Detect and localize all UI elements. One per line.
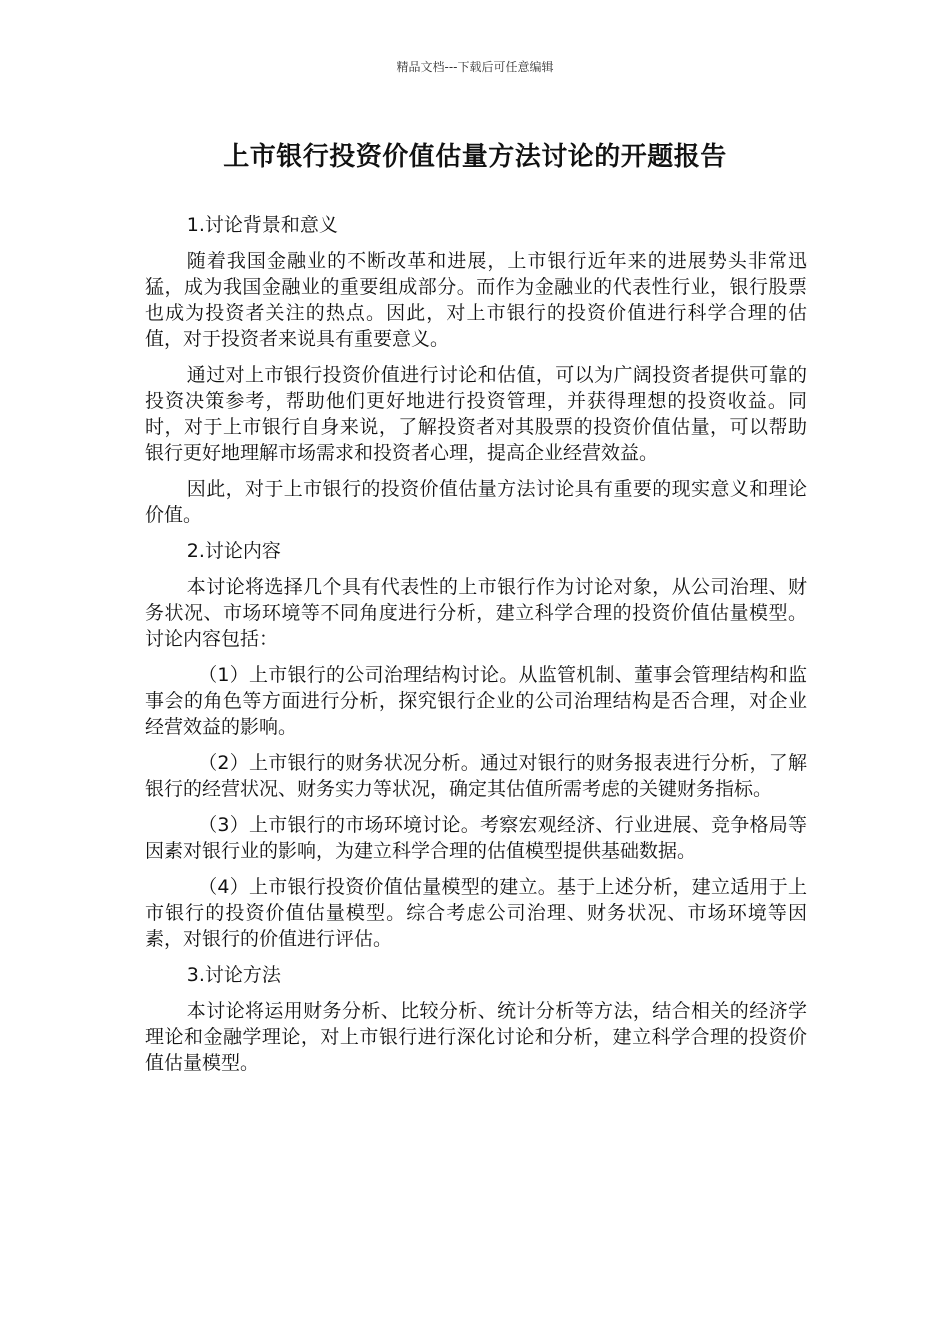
paragraph: 因此，对于上市银行的投资价值估量方法讨论具有重要的现实意义和理论价值。 (145, 478, 807, 526)
list-item: （4）上市银行投资价值估量模型的建立。基于上述分析，建立适用于上市银行的投资价值估量模型。综合考虑公司治理、财务状况、市场环境等因素，对银行的价值进行评估。 (145, 876, 807, 950)
page-header: 精品文档---下载后可任意编辑 (396, 60, 554, 74)
list-item: （3）上市银行的市场环境讨论。考察宏观经济、行业进展、竞争格局等因素对银行业的影响，为建立科学合理的估值模型提供基础数据。 (145, 814, 807, 862)
paragraph: 通过对上市银行投资价值进行讨论和估值，可以为广阔投资者提供可靠的投资决策参考，帮助他们更好地进行投资管理，并获得理想的投资收益。同时，对于上市银行自身来说，了解投资者对其股票的投资价值估量，可以帮助银行更好地理解市场需求和投资者心理，提高企业经营效益。 (145, 364, 807, 464)
list-item: （1）上市银行的公司治理结构讨论。从监管机制、董事会管理结构和监事会的角色等方面进行分析，探究银行企业的公司治理结构是否合理，对企业经营效益的影响。 (145, 664, 807, 738)
section-heading-2: 2.讨论内容 (186, 540, 281, 562)
list-item: （2）上市银行的财务状况分析。通过对银行的财务报表进行分析，了解银行的经营状况、财务实力等状况，确定其估值所需考虑的关键财务指标。 (145, 752, 807, 800)
paragraph: 本讨论将选择几个具有代表性的上市银行作为讨论对象，从公司治理、财务状况、市场环境等不同角度进行分析，建立科学合理的投资价值估量模型。讨论内容包括： (145, 576, 807, 650)
paragraph: 随着我国金融业的不断改革和进展，上市银行近年来的进展势头非常迅猛，成为我国金融业的重要组成部分。而作为金融业的代表性行业，银行股票也成为投资者关注的热点。因此，对上市银行的投资价值进行科学合理的估值，对于投资者来说具有重要意义。 (145, 250, 807, 350)
document-title: 上市银行投资价值估量方法讨论的开题报告 (223, 142, 727, 172)
document-body (145, 212, 807, 1086)
section-heading-1: 1.讨论背景和意义 (186, 214, 338, 236)
paragraph: 本讨论将运用财务分析、比较分析、统计分析等方法，结合相关的经济学理论和金融学理论，对上市银行进行深化讨论和分析，建立科学合理的投资价值估量模型。 (145, 1000, 807, 1074)
section-heading-3: 3.讨论方法 (186, 964, 281, 986)
